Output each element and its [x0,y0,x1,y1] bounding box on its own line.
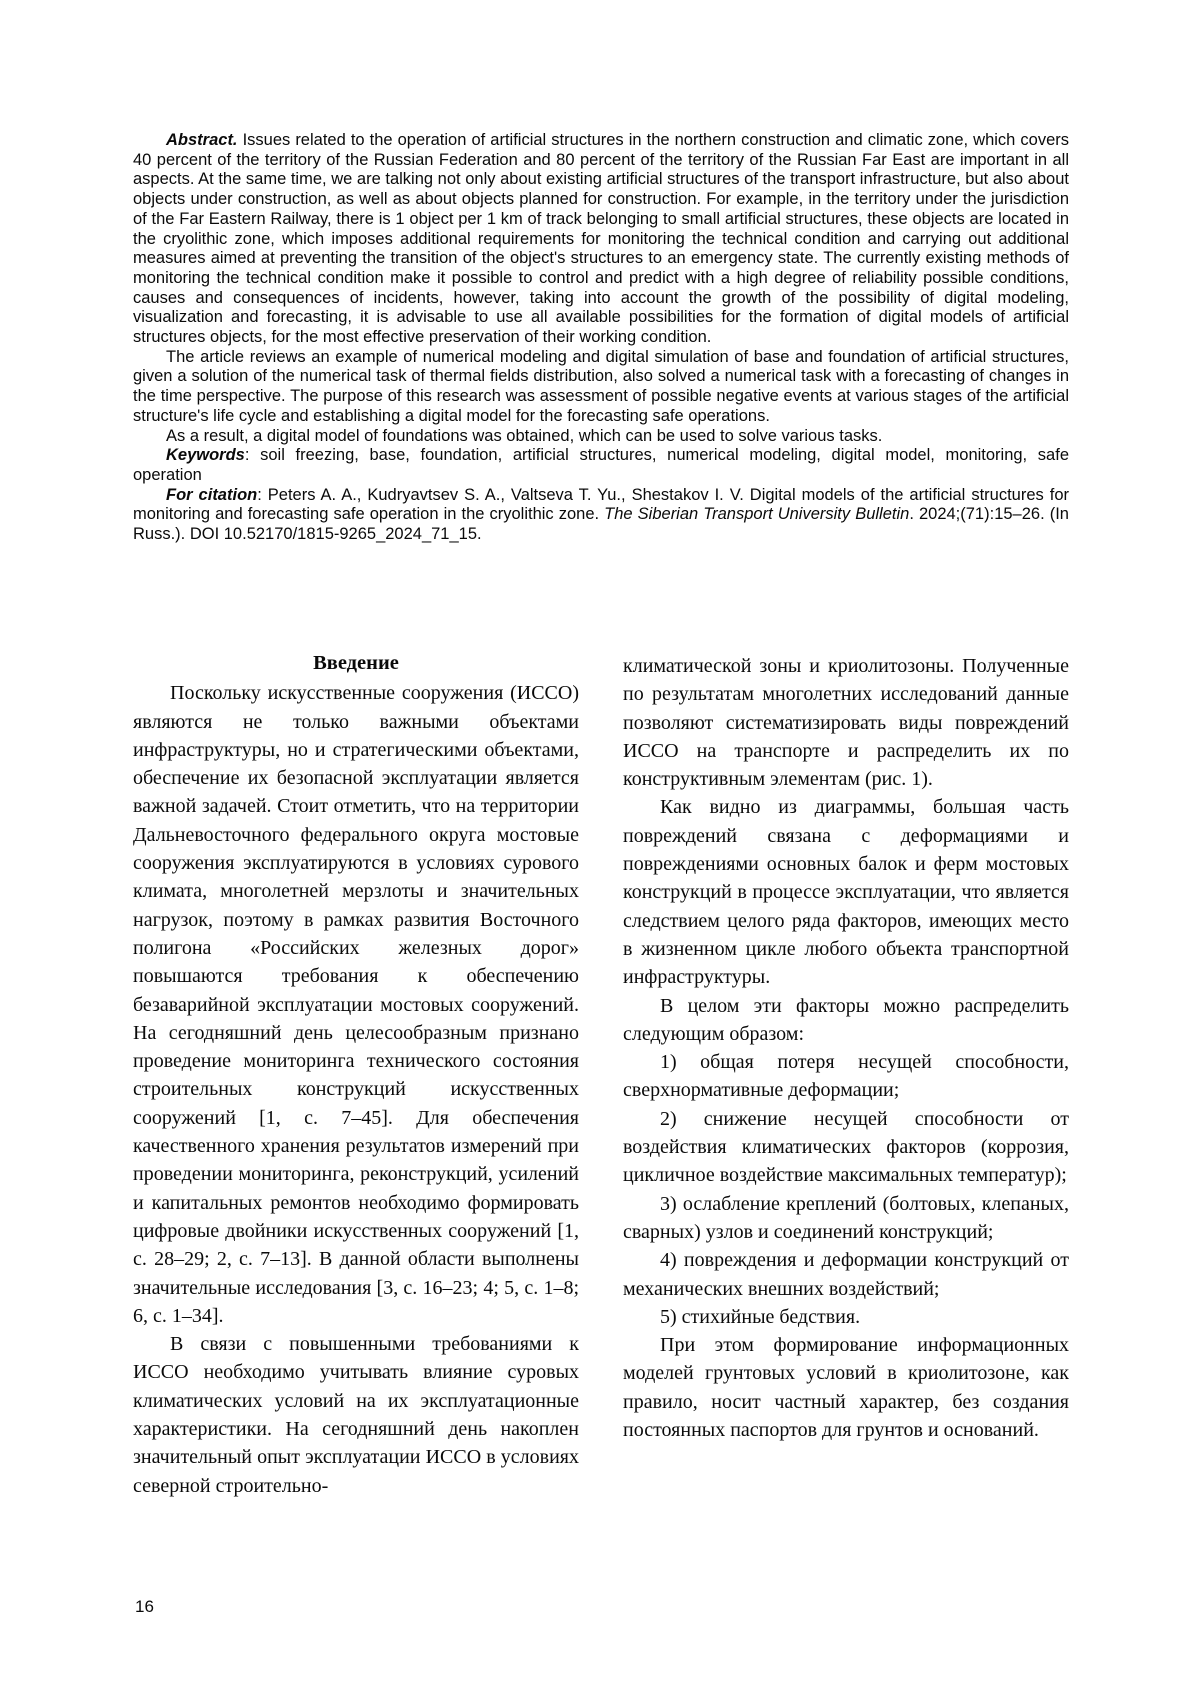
intro-list-item-2: 2) снижение несущей способности от воздействия климатических факторов (коррозия, цикличное воздействие максимальных температур); [623,1107,1069,1187]
intro-right-paragraph-2: Как видно из диаграммы, большая часть повреждений связана с деформациями и повреждениями основных балок и ферм мостовых конструкций в процессе эксплуатации, что является следствием целого ряда факторов, имеющих место в жизненном цикле любого объекта транспортной инфраструктуры. [623,796,1069,989]
abstract-paragraph-2: The article reviews an example of numerical modeling and digital simulation of base and foundation of artificial structures, given a solution of the numerical task of thermal fields distribution, also solved a numerical task with a forecasting of changes in the time perspective. The purpose of this research was assessment of possible negative events at various stages of the artificial structure's life cycle and establishing a digital model for the forecasting safe operations. [133,347,1069,425]
page-number: 16 [135,1597,154,1616]
abstract-text: Issues related to the operation of artificial structures in the northern construction and climatic zone, which covers 40 percent of the territory of the Russian Federation and 80 percent of the territory of the Russian Far East are important in all aspects. At the same time, we are talking not only about existing artificial structures of the transport infrastructure, but also about objects under construction, as well as about objects planned for construction. For example, in the territory under the jurisdiction of the Far Eastern Railway, there is 1 object per 1 km of track belonging to small artificial structures, these objects are located in the cryolithic zone, which imposes additional requirements for monitoring the technical condition and carrying out additional measures aimed at preventing the transition of the object's structures to an emergency state. The currently existing methods of monitoring the technical condition make it possible to control and predict with a high degree of reliability possible conditions, causes and consequences of incidents, however, taking into account the growth of the possibility of digital modeling, visualization and forecasting, it is advisable to use all available possibilities for the formation of digital models of artificial structures objects, for the most effective preservation of their working condition. [133,131,1069,347]
intro-left-paragraph-2: В связи с повышенными требованиями к ИССО необходимо учитывать влияние суровых климатических условий на их эксплуатационные характеристики. На сегодняшний день накоплен значительный опыт эксплуатации ИССО в условиях северной строительно- [133,1333,579,1497]
abstract-label: Abstract. [166,131,238,149]
abstract-section [133,131,1069,545]
keywords-line [133,446,1069,485]
intro-list-item-4: 4) повреждения и деформации конструкций от механических внешних воздействий; [623,1249,1069,1300]
citation-line [133,486,1069,545]
introduction-section [133,649,1069,1500]
citation-authors-title: : Peters A. A., Kudryavtsev S. A., Valtseva T. Yu., Shestakov I. V. Digital models of the artificial structures for monitoring and forecasting safe operation in the cryolithic zone. [133,485,1069,524]
right-column [623,649,1069,1500]
abstract-paragraph-1 [133,131,1069,348]
left-column [133,649,579,1500]
abstract-paragraph-3: As a result, a digital model of foundations was obtained, which can be used to solve various tasks. [166,426,883,445]
intro-right-paragraph-4: При этом формирование информационных моделей грунтовых условий в криолитозоне, как правило, носит частный характер, без создания постоянных паспортов для грунтов и оснований. [623,1334,1069,1442]
citation-label: For citation [166,485,258,504]
keywords-label: Keywords [166,446,245,465]
citation-journal-name: The Siberian Transport University Bulletin [604,505,910,524]
intro-right-paragraph-3: В целом эти факторы можно распределить следующим образом: [623,994,1069,1045]
citation-issue-doi: . 2024;(71):15–26. (In Russ.). DOI 10.52170/1815-9265_2024_71_15. [133,505,1069,544]
intro-left-paragraph-1: Поскольку искусственные сооружения (ИССО) являются не только важными объектами инфраструктуры, но и стратегическими объектами, обеспечение их безопасной эксплуатации является важной задачей. Стоит отметить, что на территории Дальневосточного федерального округа мостовые сооружения эксплуатируются в условиях сурового климата, многолетней мерзлоты и значительных нагрузок, поэтому в рамках развития Восточного полигона «Российских железных дорог» повышаются требования к обеспечению безаварийной эксплуатации мостовых сооружений. На сегодняшний день целесообразным признано проведение мониторинга технического состояния строительных конструкций искусственных сооружений [1, с. 7–45]. Для обеспечения качественного хранения результатов измерений при проведении мониторинга, реконструкций, усилений и капитальных ремонтов необходимо формировать цифровые двойники искусственных сооружений [1, с. 28–29; 2, с. 7–13]. В данной области выполнены значительные исследования [3, с. 16–23; 4; 5, с. 1–8; 6, с. 1–34]. [133,682,579,1327]
intro-right-paragraph-1: климатической зоны и криолитозоны. Полученные по результатам многолетних исследований данные позволяют систематизировать виды повреждений ИССО на транспорте и распределить их по конструктивным элементам (рис. 1). [623,655,1069,791]
intro-list-item-1: 1) общая потеря несущей способности, сверхнормативные деформации; [623,1051,1069,1102]
keywords-text: : soil freezing, base, foundation, artificial structures, numerical modeling, digital model, monitoring, safe operation [133,446,1069,484]
intro-list-item-5: 5) стихийные бедствия. [660,1305,861,1328]
intro-list-item-3: 3) ослабление креплений (болтовых, клепаных, сварных) узлов и соединений конструкций; [623,1192,1069,1243]
introduction-heading: Введение [313,652,399,674]
